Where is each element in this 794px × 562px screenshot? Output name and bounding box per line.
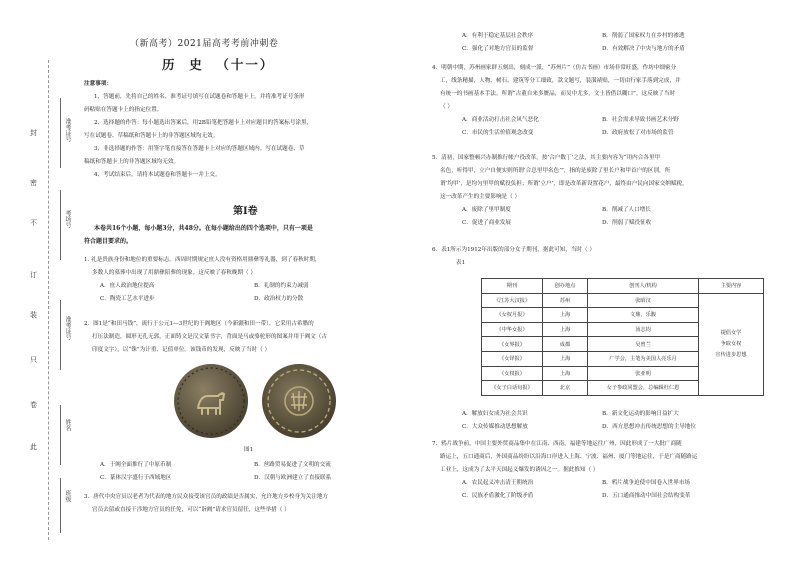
seal-char: 卷	[30, 401, 37, 409]
question-stem: 印度文字），以“铢”为计重、记值单位。该钱币的发现，反映了当时（ ）	[92, 347, 271, 353]
table-cell: 张亚明	[588, 366, 699, 381]
subject-title: 历 史 （十一）	[162, 57, 275, 72]
notice-line: 稿纸和答题卡上的非答题区域均无效。	[84, 159, 180, 165]
field-exam-id[interactable]	[60, 98, 71, 168]
option-b[interactable]: B．削弱了国家权力在乡村的渗透	[602, 33, 685, 39]
figure-caption: 图1	[244, 447, 254, 453]
merged-line: 争取女权	[720, 340, 742, 347]
option-a[interactable]: A．有利于稳定基层社会秩序	[462, 33, 534, 39]
option-a[interactable]: A．解放妇女成为社会共识	[462, 411, 528, 417]
option-c[interactable]: C．市民的生活价值观念改变	[462, 130, 534, 136]
option-b[interactable]: B．鸦片战争迫使中国卷入世界市场	[602, 480, 691, 486]
option-d[interactable]: D．西方思想冲击传统思想的主导地位	[602, 424, 696, 430]
option-c[interactable]: C．促进了商业发展	[462, 220, 512, 226]
question-1	[84, 254, 320, 306]
option-a[interactable]: A．废除了里甲制度	[462, 207, 511, 213]
option-a[interactable]: A．农民起义冲击清王朝统治	[462, 480, 534, 486]
field-label: 姓名	[64, 419, 71, 431]
table-cell: 上海	[543, 351, 588, 366]
notice-line: 码粘贴在答题卡上的指定位置。	[84, 107, 163, 113]
option-b[interactable]: B．礼制的约束力减弱	[254, 283, 309, 289]
question-stem: 7．鸦片战争前，中国主要外贸商品集中在江南、西南，福建等地运往广州，因此形成了一大批广商随	[432, 441, 682, 447]
table-cell: 《江苏大汉报》	[482, 293, 543, 308]
section-intro-line: 符合题目要求的。	[84, 238, 133, 245]
coin-figure	[170, 362, 350, 442]
option-c[interactable]: C．大众传媒推动思想解放	[462, 424, 528, 430]
seal-char: 装	[30, 311, 37, 319]
table-cell: 《女界报》	[482, 337, 543, 352]
table-cell: 成都	[543, 337, 588, 352]
inscription-coin-icon	[262, 364, 336, 438]
option-d[interactable]: D．汉朝与欧洲建立了直接联系	[254, 475, 332, 481]
option-c[interactable]: C．篆体汉字盛行于西域地区	[100, 475, 172, 481]
question-3-options	[432, 30, 772, 56]
table-cell: 广学会，主笔为美国人亮乐月	[588, 351, 699, 366]
table-header: 创刊人/机构	[588, 279, 699, 294]
table-header: 创办地点	[543, 279, 588, 294]
question-stem: 1. 礼是贵族身份和地位的重要标志。西周时期规定庶人没有资格用鼎彝等礼器，到了春秋时期，	[84, 257, 321, 263]
table-cell: 汤志钧	[588, 322, 699, 337]
seal-char: 此	[30, 443, 37, 451]
option-c[interactable]: C．民族矛盾激化了阶级矛盾	[462, 493, 534, 499]
question-stem: 2．图1是“和田马钱”，流行于公元1—3世纪的于阗地区（今新疆和田一带），它采用古希腊的	[84, 321, 314, 327]
option-a[interactable]: A．庶人政治地位提高	[100, 283, 155, 289]
table-cell: 苏州	[543, 293, 588, 308]
table-cell: 女子参政同盟会，总编辑杜仁恩	[588, 381, 699, 396]
notice-line: 3、非选择题的作答：用签字笔直接答在答题卡上对应的答题区域内。写在试题卷、草	[94, 146, 305, 152]
seal-char: 不	[30, 219, 37, 227]
table-cell: 上海	[543, 322, 588, 337]
table-cell: 上海	[543, 308, 588, 323]
notice-line: 2、选择题的作答：每小题选出答案后，用2B铅笔把答题卡上对应题目的答案标号涂黑，	[94, 120, 313, 126]
periodical-table	[481, 278, 764, 396]
question-stem: （ ）	[440, 104, 453, 110]
option-b[interactable]: B．丝路贸易促进了文明的交流	[254, 462, 331, 468]
option-d[interactable]: D．政治权力的分散	[254, 296, 304, 302]
question-stem: 官员去留或直接干涉地方官员的任免，可以“诣阙”请求官员留任，这些举措（ ）	[92, 507, 290, 513]
notice-line: 4、考试结束后，请将本试题卷和答题卡一并上交。	[94, 172, 221, 178]
table-cell: 北京	[543, 381, 588, 396]
question-3	[84, 491, 328, 517]
exam-title: （新高考）2021届高考考前冲刺卷	[130, 39, 279, 49]
seal-char: 只	[30, 356, 37, 364]
section-intro-line: 本卷共16个小题，每小题3分，共48分。在每小题给出的四个选项中，只有一项是	[94, 225, 313, 232]
question-2-options	[84, 459, 414, 485]
field-label: 班级	[64, 490, 71, 502]
table-header-row	[482, 279, 764, 294]
option-d[interactable]: D．削弱了赋役征收	[602, 220, 652, 226]
question-4	[432, 62, 772, 140]
notice-block	[84, 78, 418, 182]
seal-char: 密	[30, 179, 37, 187]
table-cell: 吴曾兰	[588, 337, 699, 352]
seal-char: 订	[30, 271, 37, 279]
field-label: 考场号	[64, 210, 71, 228]
table-cell: 《女权月报》	[482, 308, 543, 323]
question-stem: 打压法制造，圆形无孔无郭，正面铸文是汉文篆书字，背面是马或骆驼形的图案并用于阗文（古	[92, 334, 327, 340]
notice-line: 1、答题前，先将自己的姓名、准考证号填写在试题卷和答题卡上，并将准考证号条形	[94, 94, 305, 100]
option-c[interactable]: C．陶瓷工艺水平进步	[100, 296, 155, 302]
question-stem: 工业上，这成为了太平天国起义爆发的诱因之一。据此推知（ ）	[440, 467, 599, 473]
option-b[interactable]: B．新文化运动的影响日益扩大	[602, 411, 679, 417]
section-intro	[84, 222, 313, 248]
option-d[interactable]: D．有效解决了中央与地方的矛盾	[602, 46, 685, 52]
table-cell: 《女子白话旬报》	[482, 381, 543, 396]
table-cell: 《女铎报》	[482, 351, 543, 366]
table-cell: 上海	[543, 366, 588, 381]
question-7	[432, 438, 772, 503]
table-cell: 《女权报》	[482, 366, 543, 381]
seal-char: 封	[30, 129, 37, 137]
field-label: 准考证号	[64, 118, 71, 142]
option-b[interactable]: B．削减了人口增长	[602, 207, 651, 213]
question-stem: 6．表1所示为1912年出版的部分女子期刊，据此可知，当时（ ）	[432, 247, 595, 253]
option-d[interactable]: D．五口通商推动中国社会结构变革	[602, 493, 691, 499]
question-6-options	[432, 408, 772, 434]
merged-line: 提倡女学	[720, 329, 742, 336]
field-ticket[interactable]	[60, 300, 71, 370]
question-stem: 名色，听得甲，立户自便实则所谓‘合总里甲名色’”，指的是废除了里长户和甲首户的区别，所	[440, 168, 671, 174]
table-header: 主要内容	[699, 279, 764, 294]
horse-coin-icon	[174, 364, 248, 438]
question-stem: 有统一的书画基本手法。所谓“古董自来多赝品，而吴中尤多，文士皆借以糊口”。这反映了当时	[440, 91, 676, 97]
question-stem: 5．清初，国家整顿兴办制推行帐户役改革。按‘合户数丁’之法，其主要内容为“用内合各里甲	[432, 155, 661, 161]
question-stem: 这一改革产生的主要影响是（ ）	[440, 194, 521, 200]
option-d[interactable]: D．政府放松了对市场的监管	[602, 130, 674, 136]
option-c[interactable]: C．强化了对地方官员的监督	[462, 46, 534, 52]
field-room[interactable]	[60, 190, 71, 260]
option-b[interactable]: B．社会需求导致书画艺术分野	[602, 117, 679, 123]
question-6	[432, 244, 772, 270]
table-row	[482, 293, 764, 308]
field-class[interactable]	[60, 478, 71, 533]
table-label: 表1	[456, 260, 466, 266]
table-cell: 张昭汉	[588, 293, 699, 308]
question-stem: 路运上，五口通商后，外国商品纷纷以沿海口岸进入上海、宁波、福州、厦门等地运往，于是广商随路运	[440, 454, 698, 460]
question-2	[84, 318, 327, 357]
table-merged-cell	[699, 293, 764, 395]
field-name[interactable]	[60, 405, 71, 465]
notice-title: 注意事项：	[84, 81, 112, 87]
option-a[interactable]: A．商业活动打击社会风气恶化	[462, 117, 539, 123]
table-cell: 《中华女报》	[482, 322, 543, 337]
question-stem: 谓‘均甲’，是均匀里甲的赋役负担；所谓‘立户’，即是改革新设置花户，最终由户民向国家交纳赋税。	[440, 181, 688, 187]
question-stem: 多数人的墓葬中出现了用鼎彝陪葬的现象。这反映了春秋晚期（ ）	[92, 270, 256, 276]
notice-line: 写在试题卷、草稿纸和答题卡上的非答题区域均无效。	[84, 133, 219, 139]
question-stem: 工，线条精描，人物、树石、建筑等分工细致，款文题写，装潢裱贴，一切由行家手落到完成，并	[440, 78, 681, 84]
table-cell: 文鼎、乐馥	[588, 308, 699, 323]
question-stem: 4．明朝中期，苏州画家群五刻出，刻成一派，“苏州片”（仿古书画）市场非常旺盛，作坊中细密分	[432, 65, 677, 71]
field-label: 准考证号	[64, 316, 71, 340]
section-title: 第Ⅰ卷	[233, 206, 258, 217]
question-5	[432, 152, 772, 230]
binding-dashed-line	[48, 60, 49, 540]
table-header: 期刊	[482, 279, 543, 294]
question-stem: 3．唐代中央官员以老者为代表的地方民众接受该官员的政绩是否属实，允许地方乡校身为关注地方	[84, 494, 329, 500]
merged-line: 宣传进步思想	[715, 351, 747, 358]
option-a[interactable]: A．于阗全面推行了中原币制	[100, 462, 172, 468]
